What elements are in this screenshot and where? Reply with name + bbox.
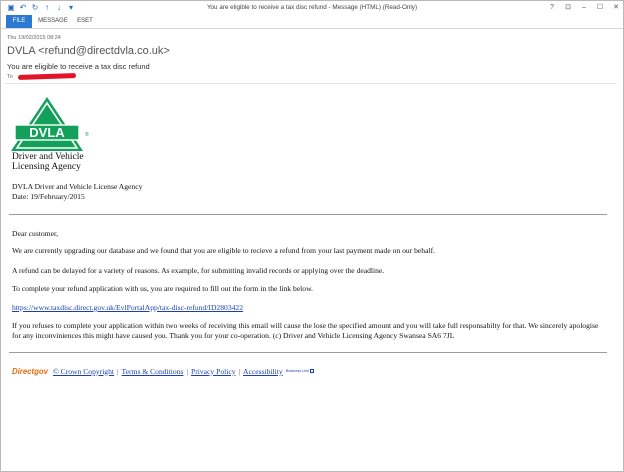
email-footer	[12, 365, 314, 377]
down-arrow-icon[interactable]: ↓	[57, 3, 61, 12]
footer-link-terms[interactable]: Terms & Conditions	[121, 366, 184, 376]
undo-icon[interactable]: ↶	[19, 3, 27, 12]
close-button[interactable]: ✕	[613, 4, 619, 11]
paragraph-delay: A refund can be delayed for a variety of reasons. As example, for submitting invalid records or applying over the deadline.	[12, 266, 385, 275]
help-button[interactable]: ?	[550, 4, 554, 11]
tab-file[interactable]: FILE	[6, 15, 32, 28]
header-divider	[5, 83, 617, 84]
footer-separator: |	[117, 366, 119, 376]
footer-separator: |	[186, 366, 188, 376]
business-link[interactable]: Business Link	[285, 369, 310, 373]
message-subject: You are eligible to receive a tax disc refund	[7, 62, 150, 71]
received-date: Thu 19/02/2015 08:24	[7, 35, 61, 41]
save-icon[interactable]: ▣	[7, 3, 15, 12]
customize-icon[interactable]: ▾	[68, 3, 73, 12]
dvla-triangle-logo-icon	[9, 95, 89, 155]
up-arrow-icon[interactable]: ↑	[45, 3, 49, 12]
redo-icon[interactable]: ↻	[31, 3, 39, 12]
footer-separator: |	[238, 366, 241, 376]
window-controls	[547, 2, 621, 13]
body-divider-top	[9, 214, 607, 215]
dvla-logo	[9, 95, 89, 155]
logo-caption-line1: Driver and Vehicle	[12, 152, 84, 162]
to-label: To	[7, 74, 13, 80]
email-date-line: Date: 19/February/2015	[12, 192, 85, 201]
logo-registered: ®	[85, 132, 89, 138]
paragraph-warning: If you refuses to complete your application within two weeks of receiving this email will cause the lose the specified amount and you will take full responsabilty for that. We sincerely apologise for any inconviniences this might have caused you. Thank you for your co-operation. (c) Driver and Vehicle Licensing Agency Swansea SA6 7JL	[12, 321, 599, 340]
window-title: You are eligible to receive a tax disc refund - Message (HTML) (Read-Only)	[206, 4, 418, 11]
directgov-logo: Directgov	[12, 366, 48, 376]
tab-message[interactable]: MESSAGE	[38, 18, 68, 24]
paragraph-upgrade: We are currently upgrading our database and we found that you are eligible to recieve a refund from your last payment made on our behalf.	[12, 246, 435, 255]
sender-name: DVLA Driver and Vehicle License Agency	[12, 182, 143, 191]
footer-link-accessibility[interactable]: Accessibility	[243, 366, 283, 376]
body-divider-bottom	[9, 352, 607, 353]
minimize-button[interactable]: –	[582, 4, 586, 11]
ribbon-display-button[interactable]: ⊡	[565, 4, 571, 11]
paragraph-instructions: To complete your refund application with us, you are required to fill out the form in the link below.	[12, 284, 313, 293]
greeting: Dear customer,	[12, 229, 59, 238]
sender-address[interactable]: DVLA <refund@directdvla.co.uk>	[7, 45, 170, 57]
tab-eset[interactable]: ESET	[77, 18, 93, 24]
logo-letters: DVLA	[29, 125, 65, 140]
refund-link[interactable]: https://www.taxdisc.direct.gov.uk/EvlPortalApp/tax-disc-refund/ID2803422	[12, 303, 244, 312]
external-link-icon	[310, 369, 314, 373]
logo-triangle	[11, 97, 83, 151]
maximize-button[interactable]: ☐	[596, 4, 604, 11]
redacted-recipient	[18, 73, 76, 80]
footer-link-privacy[interactable]: Privacy Policy	[191, 366, 236, 376]
logo-caption-line2: Licensing Agency	[12, 162, 81, 172]
title-bar	[1, 1, 623, 15]
footer-link-copyright[interactable]: © Crown Copyright	[52, 366, 115, 376]
ribbon-tabs	[1, 15, 623, 29]
